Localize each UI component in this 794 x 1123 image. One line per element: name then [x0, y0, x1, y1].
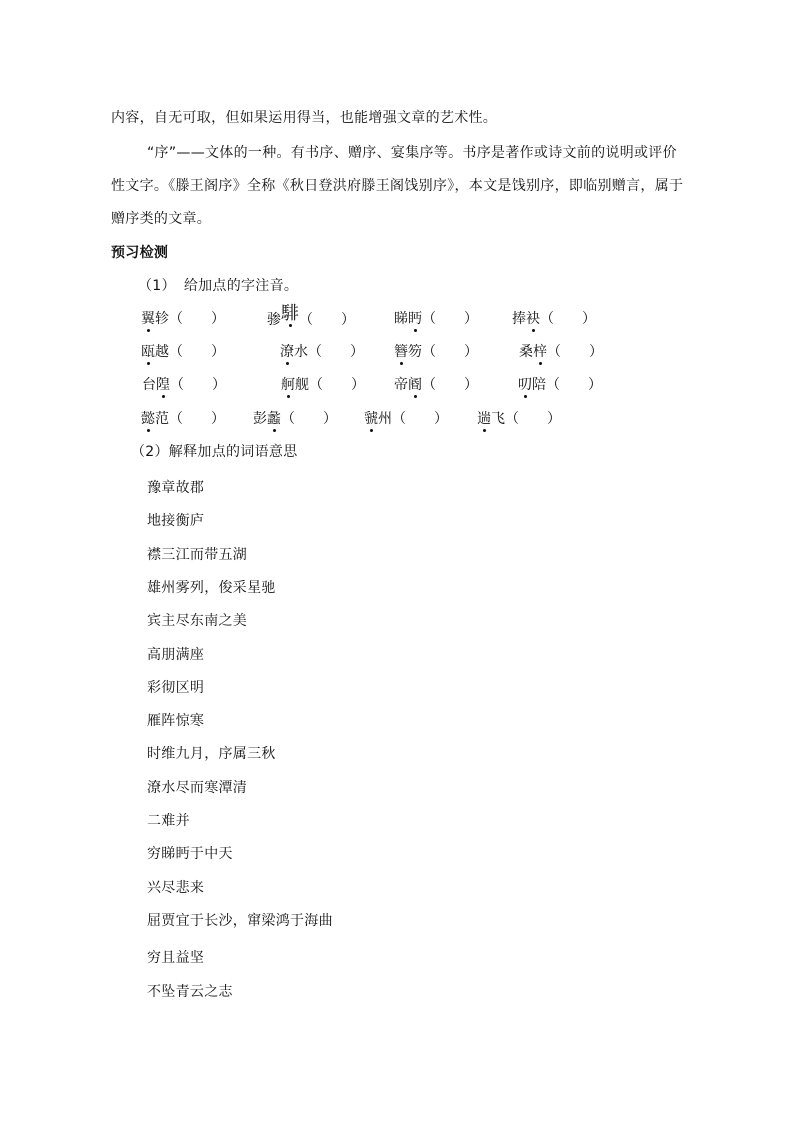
intro-line-2: “序”——文体的一种。有书序、赠序、宴集序等。书序是著作或诗文前的说明或评价: [147, 145, 677, 161]
list-item: 不坠青云之志: [147, 984, 233, 1000]
list-item: 襟三江而带五湖: [147, 547, 248, 563]
intro-line-1: 内容，自无可取，但如果运用得当，也能增强文章的艺术性。: [111, 110, 498, 126]
list-item: 穷睇眄于中天: [147, 846, 233, 862]
list-item: 二难并: [147, 813, 190, 829]
list-item: 宾主尽东南之美: [147, 613, 248, 629]
pinyin-item: 懿范（ ）: [141, 411, 225, 427]
pinyin-item: 捧袂（ ）: [512, 311, 596, 327]
list-item: 潦水尽而寒潭清: [147, 780, 248, 796]
list-item: 屈贾宜于长沙，窜梁鸿于海曲: [147, 913, 333, 929]
list-item: 雁阵惊寒: [147, 713, 205, 729]
q1-label: （1）: [138, 278, 176, 294]
list-item: 穷且益坚: [147, 950, 205, 966]
pinyin-item: 骖騑（ ）: [267, 303, 355, 328]
pinyin-item: 翼轸（ ）: [141, 311, 225, 327]
pinyin-item: 瓯越（ ）: [141, 344, 225, 360]
pinyin-item: 虢州（ ）: [364, 411, 448, 427]
intro-line-4: 赠序类的文章。: [111, 211, 212, 227]
q2-heading: （2）解释加点的词语意思: [131, 444, 298, 460]
pinyin-item: 潦水（ ）: [280, 344, 364, 360]
pinyin-item: 桑梓（ ）: [519, 344, 603, 360]
pinyin-item: 簪笏（ ）: [394, 344, 478, 360]
pinyin-item: 帝阍（ ）: [394, 377, 478, 393]
intro-line-3: 性文字。《滕王阁序》全称《秋日登洪府滕王阁饯别序》，本文是饯别序，即临别赠言，属于: [111, 178, 684, 194]
pinyin-item: 台隍（ ）: [142, 377, 226, 393]
list-item: 彩彻区明: [147, 680, 205, 696]
q1-text: 给加点的字注音。: [183, 278, 299, 294]
list-item: 高朋满座: [147, 647, 205, 663]
pinyin-item: 彭蠡（ ）: [253, 411, 337, 427]
list-item: 雄州雾列，俊采星驰: [147, 580, 276, 596]
list-item: 地接衡庐: [147, 513, 205, 529]
pinyin-item: 舸舰（ ）: [281, 377, 365, 393]
q1-heading: [138, 276, 298, 296]
pinyin-item: 睇眄（ ）: [394, 311, 478, 327]
pinyin-item: 叨陪（ ）: [518, 377, 602, 393]
list-item: 兴尽悲来: [147, 880, 205, 896]
list-item: 豫章故郡: [147, 480, 205, 496]
pinyin-item: 遄飞（ ）: [477, 411, 561, 427]
section-title: 预习检测: [111, 245, 169, 261]
list-item: 时维九月，序属三秋: [147, 746, 276, 762]
